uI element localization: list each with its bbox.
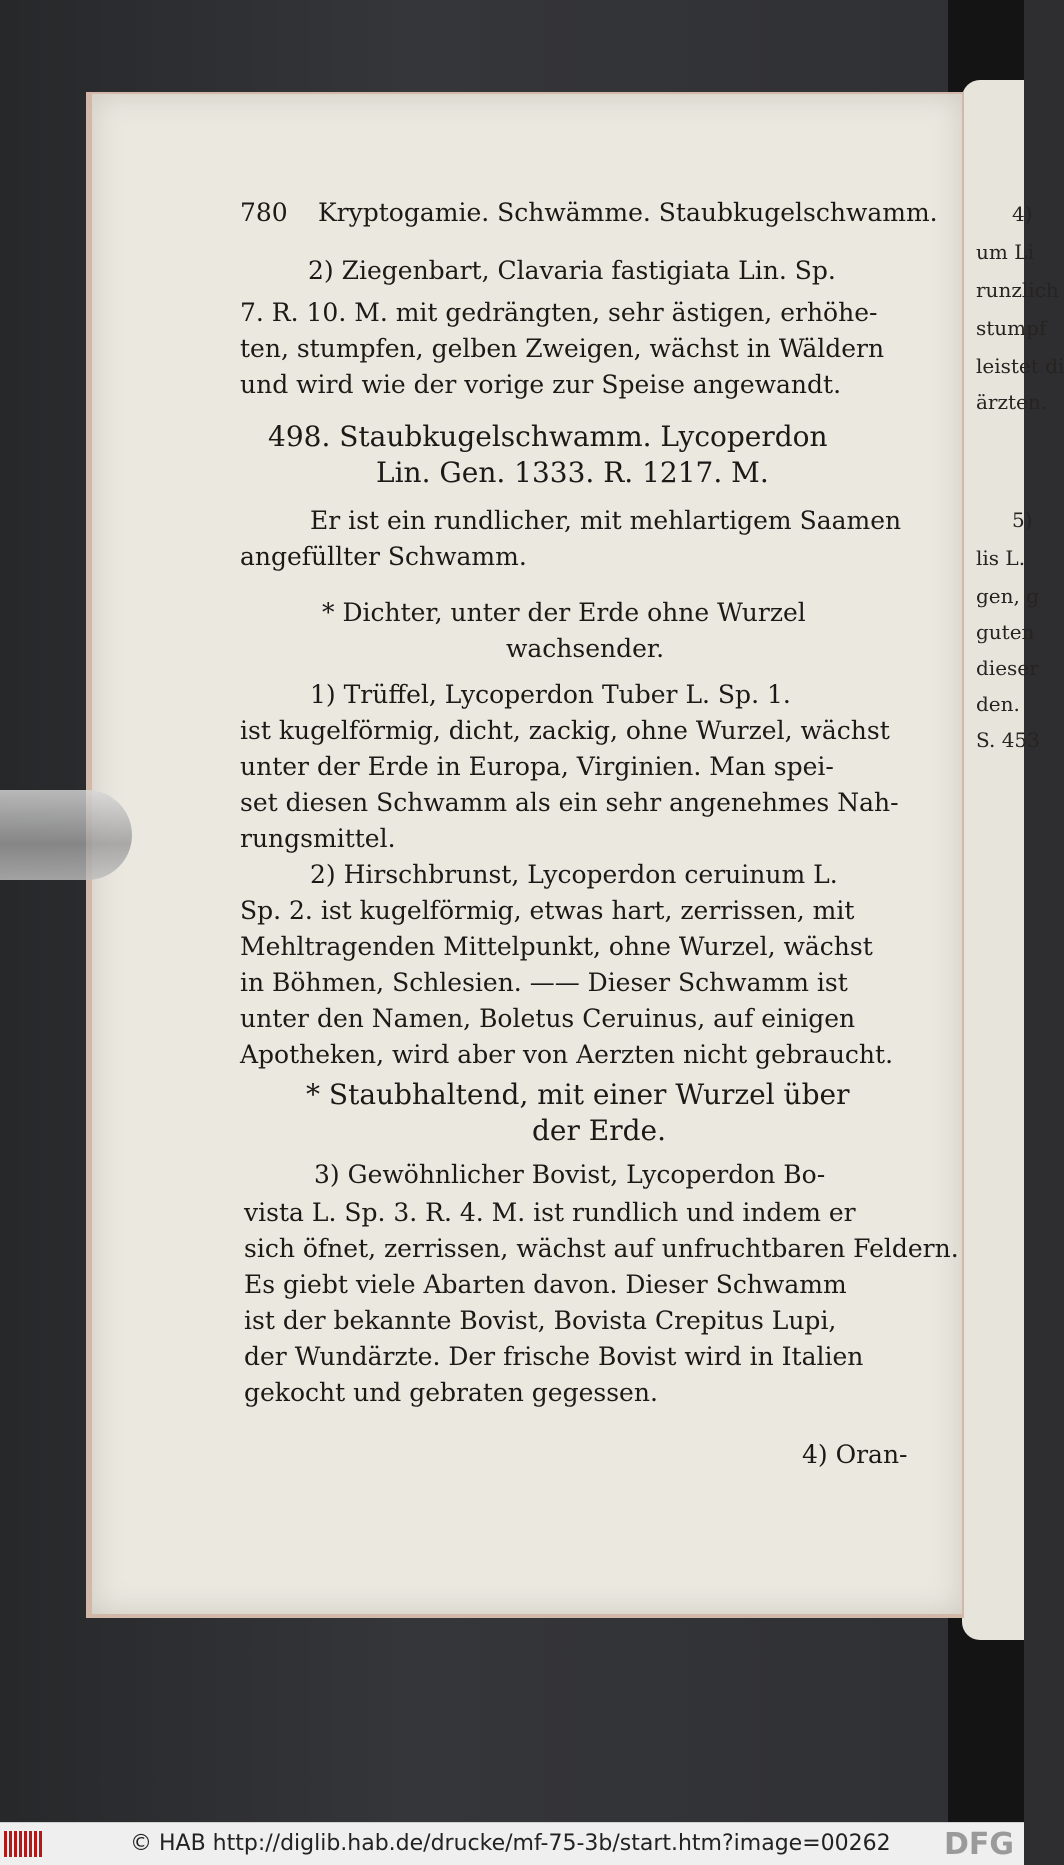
subsection-heading: * Staubhaltend, mit einer Wurzel über (306, 1078, 850, 1111)
text-line: der Wundärzte. Der frische Bovist wird in Italien (244, 1342, 864, 1371)
text-line: set diesen Schwamm als ein sehr angenehmes Nah- (240, 788, 899, 817)
next-page-fragment: runzlich (976, 278, 1059, 302)
next-page-fragment: um Li (976, 240, 1034, 264)
next-page-fragment: leistet di (976, 354, 1064, 378)
text-line: 7. R. 10. M. mit gedrängten, sehr ästigen, erhöhe- (240, 298, 878, 327)
text-line: 1) Trüffel, Lycoperdon Tuber L. Sp. 1. (310, 680, 791, 709)
text-line: Sp. 2. ist kugelförmig, etwas hart, zerrissen, mit (240, 896, 855, 925)
next-page-edge (962, 80, 1064, 1640)
text-line: ten, stumpfen, gelben Zweigen, wächst in Wäldern (240, 334, 885, 363)
text-line: sich öfnet, zerrissen, wächst auf unfruchtbaren Feldern. (244, 1234, 959, 1263)
text-line: Er ist ein rundlicher, mit mehlartigem Saamen (310, 506, 902, 535)
text-line: 2) Hirschbrunst, Lycoperdon ceruinum L. (310, 860, 838, 889)
hab-logo-icon (4, 1831, 44, 1857)
text-line: unter den Namen, Boletus Ceruinus, auf einigen (240, 1004, 856, 1033)
text-line: gekocht und gebraten gegessen. (244, 1378, 658, 1407)
next-page-fragment: S. 453 (976, 728, 1040, 752)
text-line: 3) Gewöhnlicher Bovist, Lycoperdon Bo- (314, 1160, 826, 1189)
text-line: ist der bekannte Bovist, Bovista Crepitus Lupi, (244, 1306, 837, 1335)
text-line: 2) Ziegenbart, Clavaria fastigiata Lin. Sp. (308, 256, 836, 285)
viewer-footer (0, 1822, 1024, 1865)
text-line: unter der Erde in Europa, Virginien. Man spei- (240, 752, 834, 781)
catchword: 4) Oran- (802, 1440, 908, 1469)
dfg-logo: DFG (943, 1827, 1014, 1862)
subsection-heading: wachsender. (506, 634, 665, 663)
section-heading-reference: Lin. Gen. 1333. R. 1217. M. (376, 456, 769, 489)
text-line: ist kugelförmig, dicht, zackig, ohne Wurzel, wächst (240, 716, 890, 745)
next-page-fragment: guten (976, 620, 1035, 644)
running-title: Kryptogamie. Schwämme. Staubkugelschwamm. (318, 198, 938, 227)
next-page-fragment: 5) (1012, 508, 1033, 532)
page-number: 780 (240, 198, 288, 227)
subsection-heading: * Dichter, unter der Erde ohne Wurzel (322, 598, 806, 627)
text-line: und wird wie der vorige zur Speise angewandt. (240, 370, 842, 399)
next-page-fragment: dieser (976, 656, 1039, 680)
text-line: in Böhmen, Schlesien. —— Dieser Schwamm ist (240, 968, 848, 997)
next-page-fragment: den. (976, 692, 1020, 716)
text-line: rungsmittel. (240, 824, 396, 853)
text-line: Apotheken, wird aber von Aerzten nicht gebraucht. (240, 1040, 894, 1069)
next-page-fragment: gen, g (976, 584, 1040, 608)
text-line: Mehltragenden Mittelpunkt, ohne Wurzel, wächst (240, 932, 873, 961)
citation-link[interactable]: © HAB http://diglib.hab.de/drucke/mf-75-3b/start.htm?image=00262 (130, 1831, 891, 1856)
text-line: Es giebt viele Abarten davon. Dieser Schwamm (244, 1270, 847, 1299)
subsection-heading: der Erde. (532, 1114, 666, 1147)
text-line: vista L. Sp. 3. R. 4. M. ist rundlich und indem er (244, 1198, 856, 1227)
next-page-fragment: 4) (1012, 202, 1033, 226)
next-page-fragment: lis L. (976, 546, 1026, 570)
section-heading: 498. Staubkugelschwamm. Lycoperdon (268, 420, 828, 453)
next-page-fragment: stumpf (976, 316, 1047, 340)
text-line: angefüllter Schwamm. (240, 542, 527, 571)
page-clip (0, 790, 132, 880)
next-page-fragment: ärzten. (976, 390, 1048, 414)
